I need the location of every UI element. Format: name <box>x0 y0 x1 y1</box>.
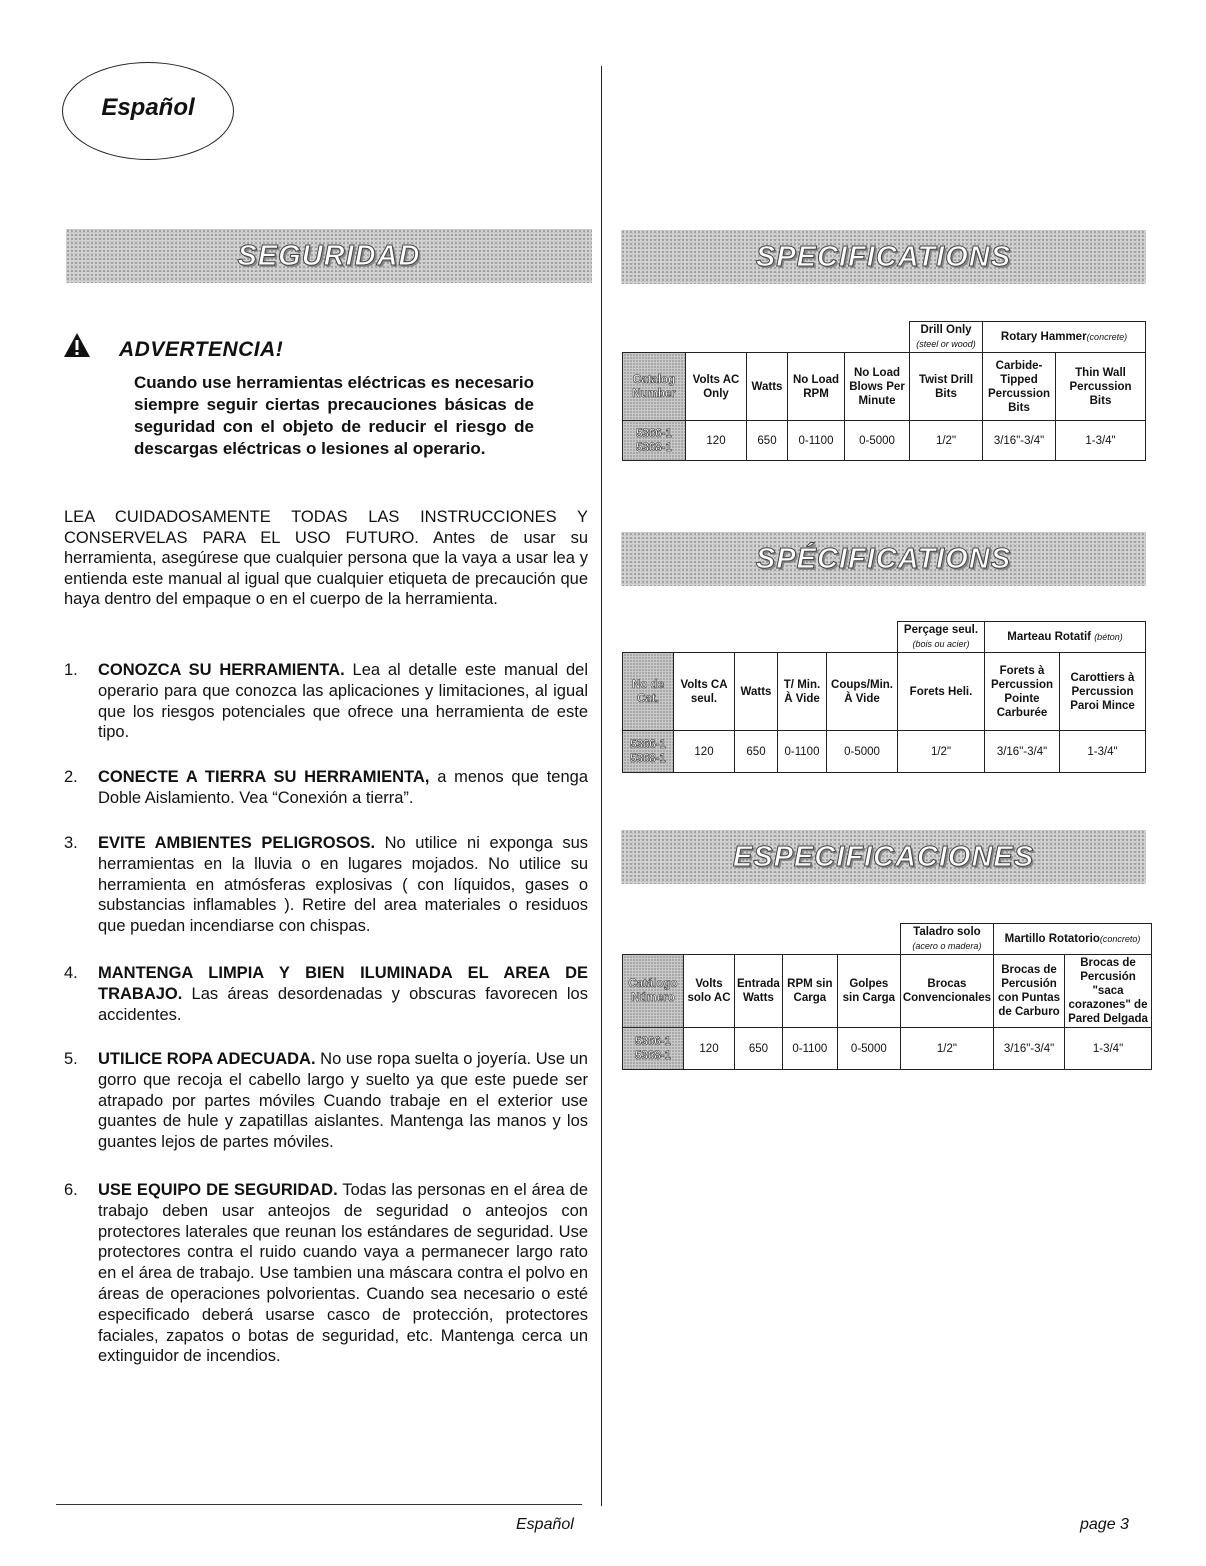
table-header: Volts AC Only <box>686 353 747 421</box>
table-cell: 3/16"-3/4" <box>983 421 1056 461</box>
table-cell: 3/16"-3/4" <box>994 1028 1065 1070</box>
table-cell: 0-5000 <box>837 1028 900 1070</box>
catalog-cell: 5366-1 5368-1 <box>623 731 674 773</box>
item-title: MANTENGA LIMPIA Y BIEN ILUMINADA EL AREA DE TRABAJO. <box>98 964 588 1003</box>
item-text: Las áreas desordenadas y obscuras favorecen los accidentes. <box>98 984 588 1024</box>
table-header: Carbide-Tipped Percussion Bits <box>983 353 1056 421</box>
specs-banner-es <box>621 830 1146 884</box>
table-cell: 0-1100 <box>788 421 845 461</box>
table-cell: 1/2" <box>910 421 983 461</box>
table-row <box>623 421 1146 461</box>
warning-title: ADVERTENCIA! <box>119 338 284 361</box>
item-text: No use ropa suelta o joyería. Use un gorro que recoja el cabello largo y suelto ya que este puede ser atrapado por partes móviles Cuando trabaje en el exterior use guantes de hule y zapatillas aislantes. Mantenga las manos y los guantes lejos de partes móviles. <box>98 1050 588 1152</box>
table-group-header: Taladro solo (acero o madera) <box>900 924 993 955</box>
specs-banner-title: ESPECIFICACIONES <box>732 841 1035 873</box>
item-text: a menos que tenga Doble Aislamiento. Vea “Conexión a tierra”. <box>98 768 588 807</box>
table-group-header: Drill Only (steel or wood) <box>910 322 983 353</box>
list-item <box>64 1180 588 1367</box>
table-cell: 0-5000 <box>845 421 910 461</box>
table-cell: 1-3/4" <box>1065 1028 1152 1070</box>
language-badge <box>62 62 234 160</box>
page-number: page 3 <box>1080 1516 1129 1533</box>
warning-text: Cuando use herramientas eléctricas es necesario siempre seguir ciertas precauciones básicas de seguridad con el objeto de reducir el riesgo de descargas eléctricas o lesiones al operario. <box>134 373 534 458</box>
table-group-header: Martillo Rotatorio(concreto) <box>994 924 1152 955</box>
item-title: EVITE AMBIENTES PELIGROSOS. <box>98 834 376 852</box>
table-header: Volts CA seul. <box>674 653 735 731</box>
column-divider <box>601 66 602 1506</box>
table-header: No Load Blows Per Minute <box>845 353 910 421</box>
language-badge-label: Español <box>101 94 195 121</box>
table-header: T/ Min. À Vide <box>778 653 827 731</box>
catalog-cell: 5366-1 5368-1 <box>623 1028 684 1070</box>
table-cell: 1/2" <box>900 1028 993 1070</box>
list-item <box>64 660 588 743</box>
table-header: Carottiers à Percussion Paroi Mince <box>1060 653 1146 731</box>
table-cell: 650 <box>735 1028 783 1070</box>
list-item <box>64 833 588 937</box>
item-number: 2. <box>64 768 78 786</box>
table-row <box>623 1028 1152 1070</box>
table-group-header: Rotary Hammer(concrete) <box>983 322 1146 353</box>
item-number: 4. <box>64 964 78 982</box>
specs-table-en <box>622 321 1146 461</box>
footer-rule <box>56 1504 582 1505</box>
table-header: Brocas de Percusión con Puntas de Carburo <box>994 955 1065 1028</box>
list-item <box>64 1049 588 1153</box>
specs-banner-en <box>621 230 1146 284</box>
table-header: No de Cat. <box>623 653 674 731</box>
table-header: Entrada Watts <box>735 955 783 1028</box>
table-cell: 1/2" <box>898 731 985 773</box>
table-cell: 1-3/4" <box>1060 731 1146 773</box>
table-group-header: Marteau Rotatif (béton) <box>985 622 1146 653</box>
table-header: Twist Drill Bits <box>910 353 983 421</box>
item-title: UTILICE ROPA ADECUADA. <box>98 1050 316 1068</box>
table-header: Forets à Percussion Pointe Carburée <box>985 653 1060 731</box>
table-header: No Load RPM <box>788 353 845 421</box>
specs-banner-fr <box>621 532 1146 586</box>
item-title: CONECTE A TIERRA SU HERRAMIENTA, <box>98 768 430 786</box>
table-header: Brocas Convencionales <box>900 955 993 1028</box>
specs-banner-title: SPECIFICATIONS <box>755 241 1012 273</box>
warning-icon <box>63 332 91 358</box>
table-header: Coups/Min. À Vide <box>827 653 898 731</box>
footer-language: Español <box>516 1516 574 1533</box>
table-header: RPM sin Carga <box>782 955 837 1028</box>
table-header: Watts <box>735 653 778 731</box>
table-header: Volts solo AC <box>684 955 735 1028</box>
item-number: 6. <box>64 1181 78 1199</box>
table-header: Golpes sin Carga <box>837 955 900 1028</box>
table-cell: 650 <box>735 731 778 773</box>
item-number: 5. <box>64 1050 78 1068</box>
list-item <box>64 963 588 1025</box>
item-number: 1. <box>64 661 78 679</box>
catalog-cell: 5366-1 5368-1 <box>623 421 686 461</box>
specs-table-es <box>622 923 1152 1070</box>
list-item <box>64 767 588 809</box>
table-cell: 120 <box>686 421 747 461</box>
table-cell: 120 <box>674 731 735 773</box>
item-text: Lea al detalle este manual del operario para que conozca las aplicaciones y limitaciones, al igual que los riesgos potenciales que ofrece una herramienta de este tipo. <box>98 661 588 742</box>
table-cell: 0-1100 <box>782 1028 837 1070</box>
table-header: Forets Heli. <box>898 653 985 731</box>
table-cell: 0-1100 <box>778 731 827 773</box>
table-cell: 3/16"-3/4" <box>985 731 1060 773</box>
table-header: Watts <box>747 353 788 421</box>
table-header: Brocas de Percusión "saca corazones" de Pared Delgada <box>1065 955 1152 1028</box>
safety-banner-title: SEGURIDAD <box>237 240 421 272</box>
table-cell: 0-5000 <box>827 731 898 773</box>
table-cell: 120 <box>684 1028 735 1070</box>
specs-banner-title: SPÉCIFICATIONS <box>755 543 1012 575</box>
specs-table-fr <box>622 621 1146 773</box>
table-header: Thin Wall Percussion Bits <box>1056 353 1146 421</box>
table-cell: 1-3/4" <box>1056 421 1146 461</box>
table-group-header: Perçage seul. (bois ou acier) <box>898 622 985 653</box>
item-title: USE EQUIPO DE SEGURIDAD. <box>98 1181 338 1199</box>
item-text: No utilice ni exponga sus herramientas en la lluvia o en lugares mojados. No utilice su herramienta en atmósferas explosivas ( con líquidos, gases o substancias inflamables ). Retire del area materiales o residuos que puedan incendiarse con chispas. <box>98 834 589 936</box>
table-header: Catálogo Número <box>623 955 684 1028</box>
item-title: CONOZCA SU HERRAMIENTA. <box>98 661 345 679</box>
item-text: Todas las personas en el área de trabajo deben usar anteojos de seguridad o anteojos con protectores laterales que reunan los estándares de seguridad. Use protectores contra el ruido cuando vaya a permanecer largo rato en el área de trabajo. Use tambien una máscara contra el polvo en áreas de operaciones polvorientas. Cuando sea necesario o esté especificado deberá usarse casco de protección, protectores faciales, zapatos o botas de seguridad, etc. Mantenga cerca un extinguidor de incendios. <box>98 1181 589 1366</box>
table-header: Catalog Number <box>623 353 686 421</box>
intro-paragraph: LEA CUIDADOSAMENTE TODAS LAS INSTRUCCIONES Y CONSERVELAS PARA EL USO FUTURO. Antes de usar su herramienta, asegúrese que cualquier persona que la vaya a usar lea y entienda este manual al igual que cualquier etiqueta de precaución que haya dentro del empaque o en el cuerpo de la herramienta. <box>64 508 588 608</box>
safety-banner <box>66 229 592 283</box>
item-number: 3. <box>64 834 78 852</box>
table-row <box>623 731 1146 773</box>
table-cell: 650 <box>747 421 788 461</box>
